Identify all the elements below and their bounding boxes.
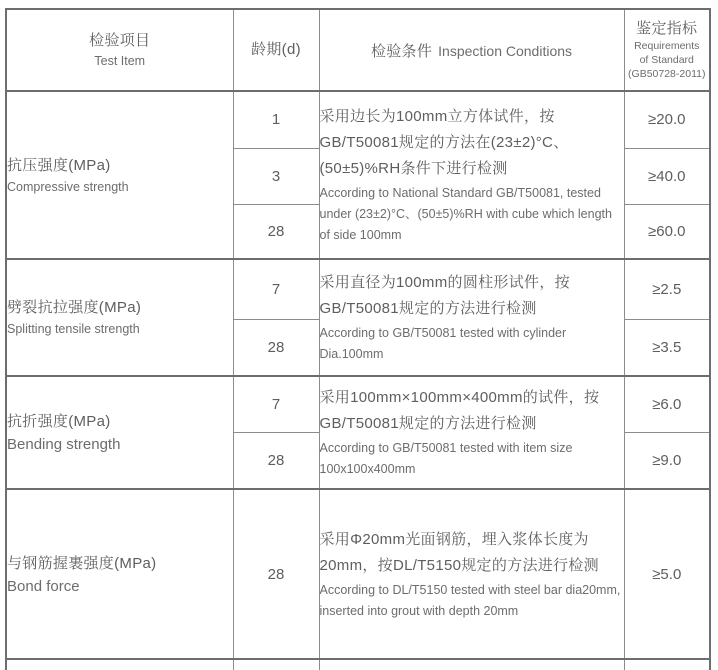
item-cell-compressive-strength: [6, 91, 233, 259]
conditions-zh: 采用Φ20mm光面钢筋，埋入浆体长度为20mm，按DL/T5150规定的方法进行检测: [319, 530, 599, 574]
conditions-zh: 采用直径为100mm的圆柱形试件，按GB/T50081规定的方法进行检测: [319, 274, 570, 317]
conditions-en: According to DL/T5150 tested with steel bar dia20mm, inserted into grout with depth 20mm: [319, 582, 621, 618]
header-requirement-en-2: of Standard: [639, 54, 694, 66]
item-cell-bending-strength: [6, 376, 233, 489]
header-cell-requirement: [624, 9, 710, 91]
item-zh: 劈裂抗拉强度(MPa): [7, 299, 142, 316]
table-row: [6, 489, 710, 659]
age-cell: 3: [233, 148, 319, 204]
header-requirement-en-3: (GB50728-2011): [628, 68, 706, 80]
table-row: [6, 259, 710, 319]
header-age-label: 龄期(d): [251, 41, 301, 58]
header-cell-test-item: [6, 9, 233, 91]
requirement-cell: ≥3.5: [624, 319, 710, 376]
empty-cell: [624, 659, 710, 670]
requirement-cell: ≥20.0: [624, 91, 710, 148]
conditions-cell-bending: [319, 376, 624, 489]
conditions-zh: 采用边长为100mm立方体试件，按GB/T50081规定的方法在(23±2)°C、(50±5)%RH条件下进行检测: [319, 108, 569, 177]
header-requirement-en-1: Requirements: [634, 40, 700, 52]
conditions-en: According to GB/T50081 tested with item size 100x100x400mm: [319, 441, 573, 476]
item-en: Bending strength: [7, 436, 121, 453]
requirement-cell: ≥2.5: [624, 259, 710, 319]
empty-cell: [6, 659, 233, 670]
header-cell-age: [233, 9, 319, 91]
conditions-zh: 采用100mm×100mm×400mm的试件，按GB/T50081规定的方法进行检测: [319, 389, 600, 432]
item-zh: 抗压强度(MPa): [7, 156, 111, 174]
table-header-row: [6, 9, 710, 91]
item-cell-splitting-tensile: [6, 259, 233, 376]
table-row-partial: [6, 659, 710, 670]
age-cell: 28: [233, 204, 319, 259]
conditions-cell-compressive: [319, 91, 624, 259]
requirement-cell: ≥5.0: [624, 489, 710, 659]
requirement-cell: ≥6.0: [624, 376, 710, 432]
age-cell: 1: [233, 91, 319, 148]
item-zh: 与钢筋握裹强度(MPa): [7, 554, 157, 572]
empty-cell: [233, 659, 319, 670]
header-test-item-en: Test Item: [94, 54, 146, 68]
requirement-cell: ≥9.0: [624, 432, 710, 489]
requirement-cell: ≥40.0: [624, 148, 710, 204]
table-row: [6, 91, 710, 148]
age-cell: 7: [233, 259, 319, 319]
header-conditions-zh: 检验条件: [370, 42, 433, 60]
inspection-table: [5, 8, 711, 670]
age-cell: 7: [233, 376, 319, 432]
table-row: [6, 376, 710, 432]
item-en: Splitting tensile strength: [7, 322, 140, 336]
age-cell: 28: [233, 319, 319, 376]
conditions-en: According to GB/T50081 tested with cylinder Dia.100mm: [319, 326, 567, 361]
item-en: Bond force: [7, 577, 80, 595]
requirement-cell: ≥60.0: [624, 204, 710, 259]
item-en: Compressive strength: [7, 179, 129, 194]
conditions-cell-splitting: [319, 259, 624, 376]
age-cell: 28: [233, 489, 319, 659]
empty-cell: [319, 659, 624, 670]
header-conditions-en: Inspection Conditions: [438, 42, 573, 59]
conditions-en: According to National Standard GB/T50081, tested under (23±2)°C、(50±5)%RH with cube which length of side 100mm: [319, 186, 612, 242]
age-cell: 28: [233, 432, 319, 489]
header-requirement-zh: 鉴定指标: [636, 20, 698, 37]
item-cell-bond-force: [6, 489, 233, 659]
item-zh: 抗折强度(MPa): [7, 413, 111, 430]
conditions-cell-bond: [319, 489, 624, 659]
header-cell-conditions: [319, 9, 624, 91]
header-test-item-zh: 检验项目: [89, 32, 151, 49]
